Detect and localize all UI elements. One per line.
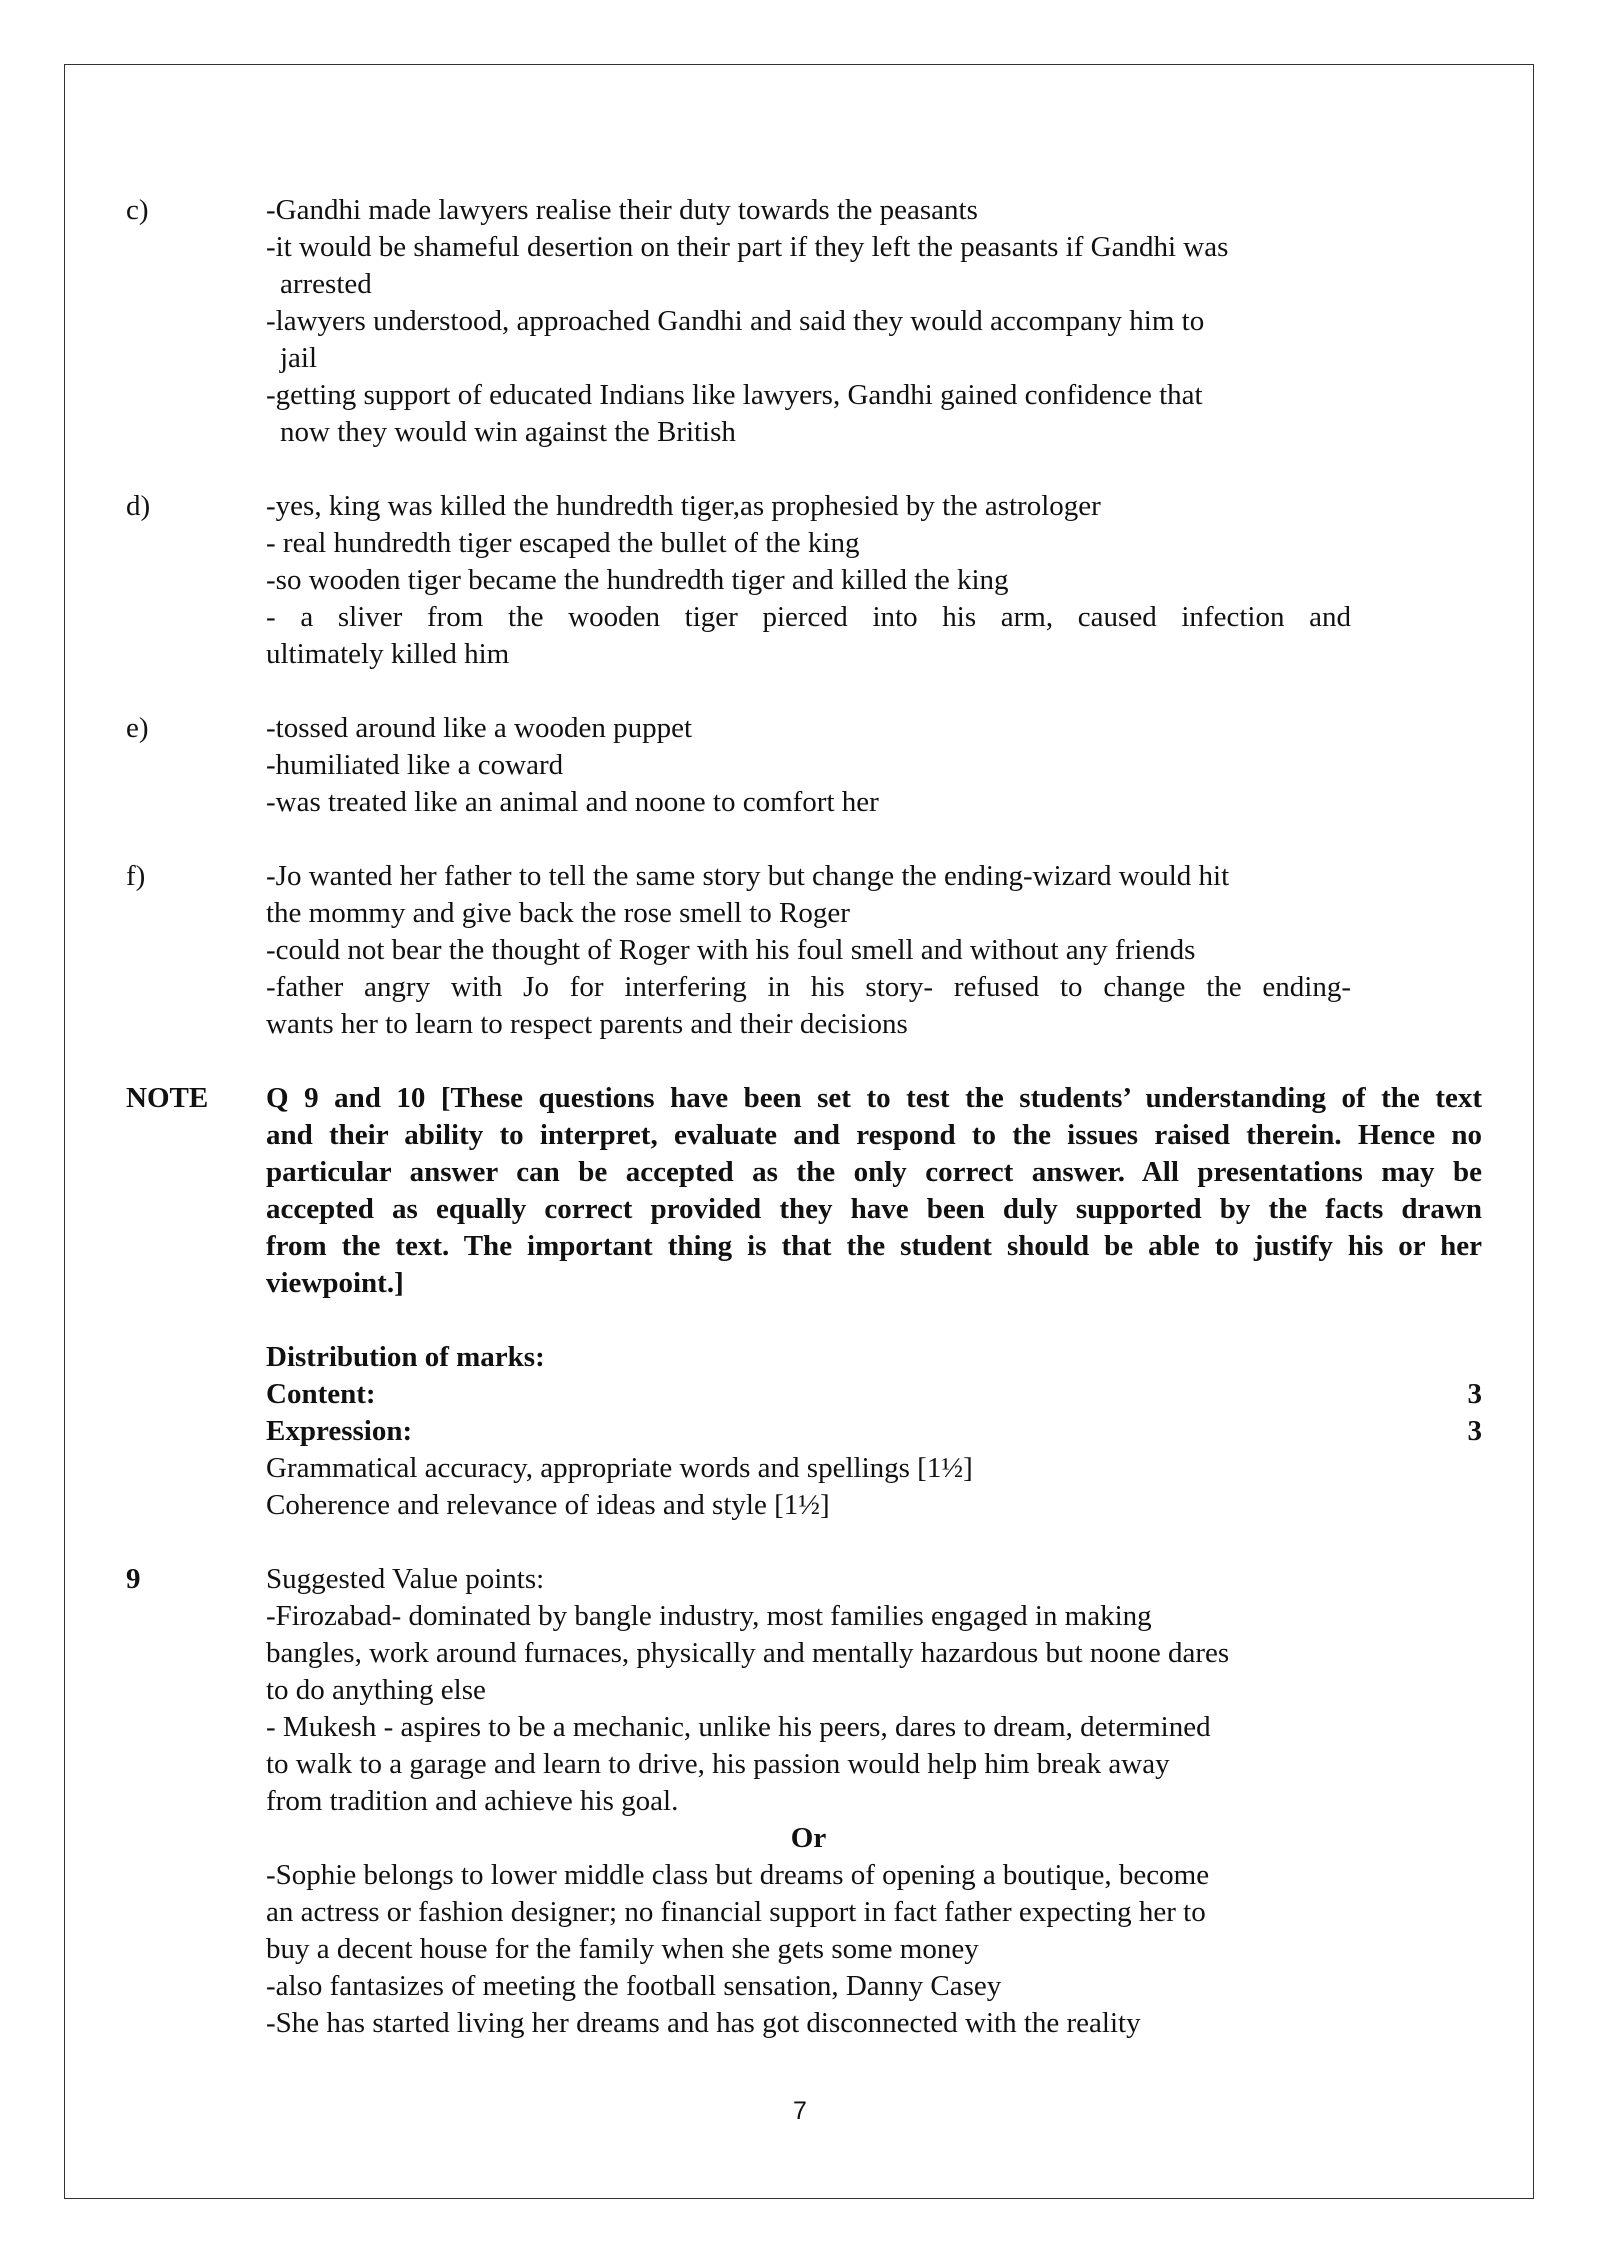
answer-line: buy a decent house for the family when she gets some money — [266, 1933, 979, 1965]
answer-f — [126, 858, 1494, 1043]
answer-line: -could not bear the thought of Roger with his foul smell and without any friends — [266, 934, 1196, 966]
answer-line: -Gandhi made lawyers realise their duty towards the peasants — [266, 194, 978, 226]
coherence-criteria: Coherence and relevance of ideas and style [1½] — [266, 1489, 830, 1521]
note-line: viewpoint.] — [266, 1267, 404, 1299]
answer-line: bangles, work around furnaces, physically and mentally hazardous but noone dares — [266, 1637, 1230, 1669]
answer-line: - real hundredth tiger escaped the bullet of the king — [266, 527, 860, 559]
answer-line: -Firozabad- dominated by bangle industry, most families engaged in making — [266, 1600, 1152, 1632]
value-points-heading: Suggested Value points: — [266, 1563, 545, 1595]
page-number: 7 — [793, 2097, 807, 2125]
expression-marks: 3 — [1467, 1415, 1482, 1447]
answer-line: an actress or fashion designer; no financial support in fact father expecting her to — [266, 1896, 1206, 1928]
question-9 — [126, 1561, 1494, 2042]
answer-e — [126, 710, 1494, 821]
note-section — [126, 1080, 1494, 1524]
answer-c — [126, 192, 1494, 451]
note-line: accepted as equally correct provided they have been duly supported by the facts drawn — [266, 1193, 1482, 1225]
note-label: NOTE — [126, 1082, 209, 1114]
answer-line: arrested — [280, 268, 372, 300]
content-label: Content: — [266, 1378, 376, 1410]
answer-line: the mommy and give back the rose smell to Roger — [266, 897, 850, 929]
answer-line: -so wooden tiger became the hundredth tiger and killed the king — [266, 564, 1009, 596]
question-number: 9 — [126, 1563, 141, 1595]
answer-line: -humiliated like a coward — [266, 749, 564, 781]
answer-line: - Mukesh - aspires to be a mechanic, unlike his peers, dares to dream, determined — [266, 1711, 1211, 1743]
content-marks: 3 — [1467, 1378, 1482, 1410]
answer-line: -lawyers understood, approached Gandhi and said they would accompany him to — [266, 305, 1205, 337]
answer-line: -also fantasizes of meeting the football sensation, Danny Casey — [266, 1970, 1002, 2002]
answer-d — [126, 488, 1494, 673]
answer-line: now they would win against the British — [280, 416, 736, 448]
distribution-heading: Distribution of marks: — [266, 1341, 545, 1373]
answer-line: ultimately killed him — [266, 638, 510, 670]
answer-line: from tradition and achieve his goal. — [266, 1785, 679, 1817]
note-line: and their ability to interpret, evaluate and respond to the issues raised therein. Hence no — [266, 1119, 1482, 1151]
answer-line: -getting support of educated Indians like lawyers, Gandhi gained confidence that — [266, 379, 1203, 411]
answer-line: -yes, king was killed the hundredth tiger,as prophesied by the astrologer — [266, 490, 1101, 522]
answer-label: c) — [126, 194, 149, 226]
answer-line: jail — [280, 342, 318, 374]
answer-line: wants her to learn to respect parents and their decisions — [266, 1008, 908, 1040]
or-divider: Or — [790, 1822, 827, 1854]
answer-line: -was treated like an animal and noone to comfort her — [266, 786, 879, 818]
answer-line: - a sliver from the wooden tiger pierced into his arm, caused infection and — [266, 601, 1351, 633]
answer-line: -father angry with Jo for interfering in his story- refused to change the ending- — [266, 971, 1351, 1003]
page-content — [126, 192, 1494, 2042]
answer-label: e) — [126, 712, 149, 744]
expression-marks-row — [266, 1413, 1482, 1450]
answer-line: -tossed around like a wooden puppet — [266, 712, 693, 744]
answer-line: -She has started living her dreams and has got disconnected with the reality — [266, 2007, 1141, 2039]
answer-line: -it would be shameful desertion on their part if they left the peasants if Gandhi was — [266, 231, 1229, 263]
answer-line: to do anything else — [266, 1674, 486, 1706]
note-line: Q 9 and 10 [These questions have been set to test the students’ understanding of the text — [266, 1082, 1482, 1114]
answer-label: f) — [126, 860, 146, 892]
grammar-criteria: Grammatical accuracy, appropriate words and spellings [1½] — [266, 1452, 973, 1484]
answer-line: to walk to a garage and learn to drive, his passion would help him break away — [266, 1748, 1170, 1780]
note-line: particular answer can be accepted as the only correct answer. All presentations may be — [266, 1156, 1482, 1188]
expression-label: Expression: — [266, 1415, 413, 1447]
answer-line: -Sophie belongs to lower middle class but dreams of opening a boutique, become — [266, 1859, 1210, 1891]
note-line: from the text. The important thing is that the student should be able to justify his or her — [266, 1230, 1482, 1262]
answer-label: d) — [126, 490, 151, 522]
content-marks-row — [266, 1376, 1482, 1413]
answer-line: -Jo wanted her father to tell the same story but change the ending-wizard would hit — [266, 860, 1230, 892]
